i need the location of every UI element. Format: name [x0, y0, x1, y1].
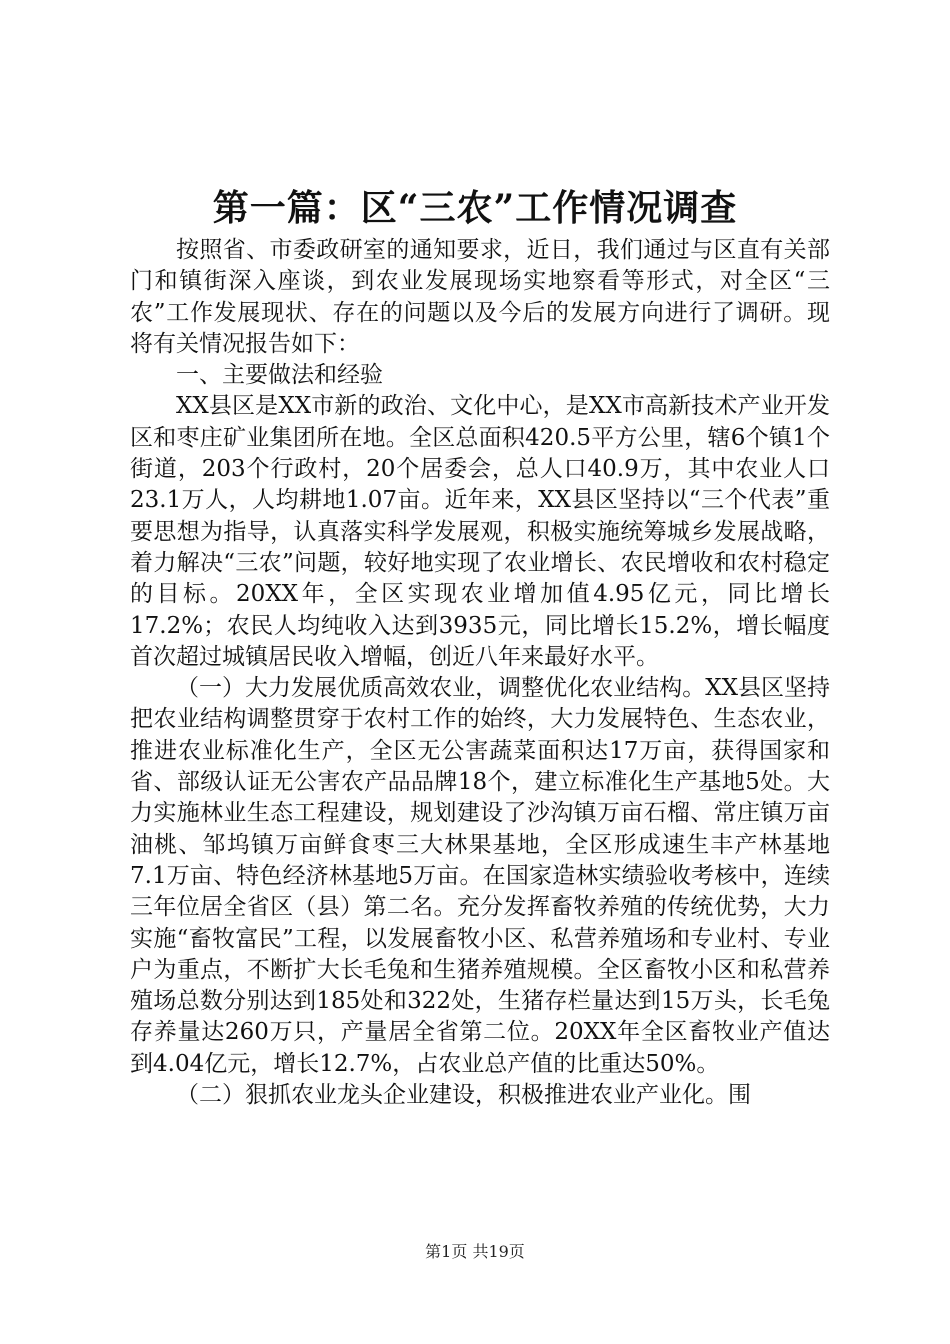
- document-body: [130, 235, 830, 1111]
- section-heading: 一、主要做法和经验: [176, 362, 383, 389]
- paragraph-overview: XX县区是XX市新的政治、文化中心，是XX市高新技术产业开发区和枣庄矿业集团所在地。全区总面积420.5平方公里，辖6个镇1个街道，203个行政村，20个居委会，总人口40.9万，其中农业人口23.1万人，人均耕地1.07亩。近年来，XX县区坚持以“三个代表”重要思想为指导，认真落实科学发展观，积极实施统筹城乡发展战略，着力解决“三农”问题，较好地实现了农业增长、农民增收和农村稳定的目标。20XX年，全区实现农业增加值4.95亿元，同比增长17.2%；农民人均纯收入达到3935元，同比增长15.2%，增长幅度首次超过城镇居民收入增幅，创近八年来最好水平。: [130, 393, 830, 670]
- paragraph-intro: 按照省、市委政研室的通知要求，近日，我们通过与区直有关部门和镇街深入座谈，到农业发展现场实地察看等形式，对全区“三农”工作发展现状、存在的问题以及今后的发展方向进行了调研。现将有关情况报告如下：: [130, 237, 830, 357]
- paragraph-section-2: （二）狠抓农业龙头企业建设，积极推进农业产业化。围: [176, 1082, 751, 1109]
- paragraph-section-1: （一）大力发展优质高效农业，调整优化农业结构。XX县区坚持把农业结构调整贯穿于农村工作的始终，大力发展特色、生态农业，推进农业标准化生产，全区无公害蔬菜面积达17万亩，获得国家和省、部级认证无公害农产品品牌18个，建立标准化生产基地5处。大力实施林业生态工程建设，规划建设了沙沟镇万亩石榴、常庄镇万亩油桃、邹坞镇万亩鲜食枣三大林果基地，全区形成速生丰产林基地7.1万亩、特色经济林基地5万亩。在国家造林实绩验收考核中，连续三年位居全省区（县）第二名。充分发挥畜牧养殖的传统优势，大力实施“畜牧富民”工程，以发展畜牧小区、私营养殖场和专业村、专业户为重点，不断扩大长毛兔和生猪养殖规模。全区畜牧小区和私营养殖场总数分别达到185处和322处，生猪存栏量达到15万头，长毛兔存养量达260万只，产量居全省第二位。20XX年全区畜牧业产值达到4.04亿元，增长12.7%，占农业总产值的比重达50%。: [130, 675, 830, 1077]
- page-title: 第一篇：区“三农”工作情况调查: [212, 187, 738, 229]
- page-footer: 第1页 共19页: [425, 1242, 525, 1261]
